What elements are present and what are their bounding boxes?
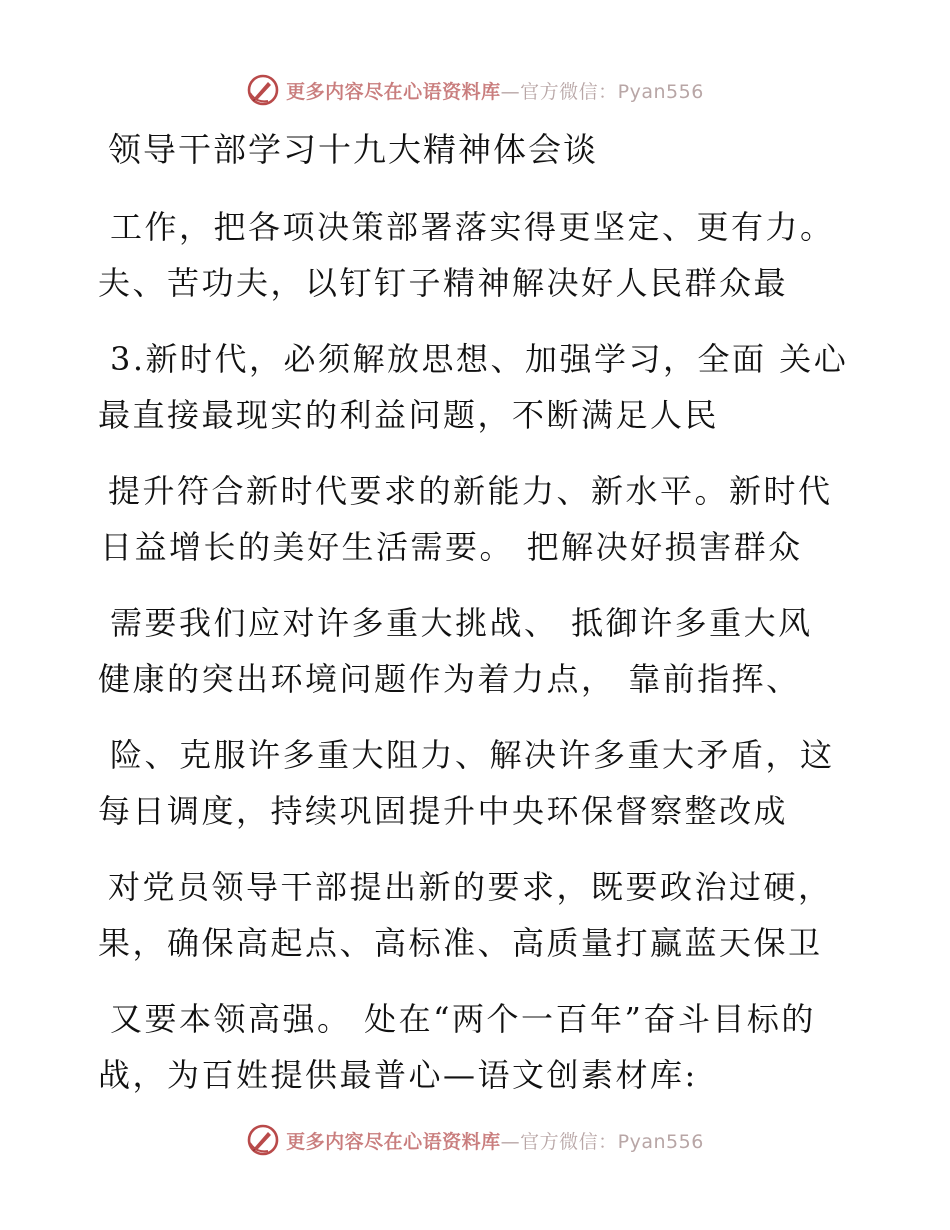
text-line: 又要本领高强。 处在“两个一百年”奋斗目标的 <box>110 1000 816 1038</box>
header-watermark-banner <box>0 68 950 112</box>
text-line: 最直接最现实的利益问题，不断满足人民 <box>98 396 720 434</box>
text-line: 健康的突出环境问题作为着力点， 靠前指挥、 <box>98 660 801 698</box>
text-line: 战，为百姓提供最普心—语文创素材库: <box>98 1056 698 1094</box>
text-line: 日益增长的美好生活需要。 把解决好损害群众 <box>100 528 803 566</box>
text-line: 3.新时代，必须解放思想、加强学习，全面 关心 <box>110 340 849 378</box>
text-line: 险、克服许多重大阻力、解决许多重大矛盾，这 <box>110 736 835 774</box>
text-line: 夫、苦功夫，以钉钉子精神解决好人民群众最 <box>98 264 789 302</box>
text-line: 对党员领导干部提出新的要求，既要政治过硬， <box>108 868 833 906</box>
text-line: 提升符合新时代要求的新能力、新水平。新时代 <box>108 472 833 510</box>
document-title: 领导干部学习十九大精神体会谈 <box>108 130 598 169</box>
pen-swirl-logo-icon <box>246 73 280 107</box>
header-watermark-text <box>286 77 704 104</box>
text-line: 果，确保高起点、高标准、高质量打赢蓝天保卫 <box>98 924 823 962</box>
text-line: 每日调度，持续巩固提升中央环保督察整改成 <box>98 792 789 830</box>
pen-swirl-logo-icon <box>246 1123 280 1157</box>
footer-watermark-text <box>286 1127 704 1154</box>
watermark-lead: 更多内容尽在心语资料库 <box>286 80 501 103</box>
watermark-lead: 更多内容尽在心语资料库 <box>286 1130 501 1153</box>
text-line: 工作，把各项决策部署落实得更坚定、更有力。 <box>110 208 835 246</box>
watermark-contact: —官方微信：Pyan556 <box>500 1130 704 1153</box>
watermark-contact: —官方微信：Pyan556 <box>500 80 704 103</box>
footer-watermark-banner <box>0 1118 950 1162</box>
text-line: 需要我们应对许多重大挑战、 抵御许多重大风 <box>110 604 813 642</box>
